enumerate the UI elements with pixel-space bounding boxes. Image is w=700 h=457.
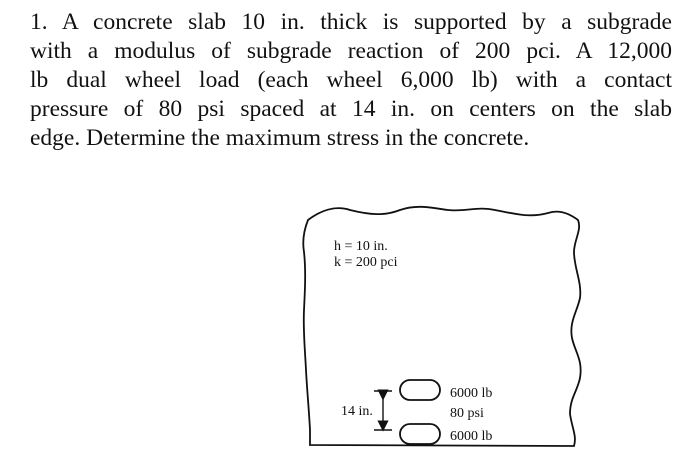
wheel-top [400, 380, 440, 400]
contact-pressure-label: 80 psi [450, 406, 484, 421]
problem-line-2: with a modulus of subgrade reaction of 200 pci. A 12,000 [30, 38, 672, 64]
problem-line-1: 1. A concrete slab 10 in. thick is supported by a subgrade [30, 9, 672, 35]
spacing-label: 14 in. [341, 404, 373, 419]
subgrade-label: k = 200 pci [334, 255, 398, 270]
top-wheel-load-label: 6000 lb [450, 386, 493, 401]
problem-line-4: pressure of 80 psi spaced at 14 in. on centers on the slab [30, 96, 672, 122]
thickness-label: h = 10 in. [334, 239, 388, 254]
problem-line-5: edge. Determine the maximum stress in the concrete. [30, 125, 530, 151]
wheel-bottom [400, 424, 440, 444]
problem-line-3: lb dual wheel load (each wheel 6,000 lb) with a contact [30, 67, 672, 93]
bottom-wheel-load-label: 6000 lb [450, 429, 493, 444]
spacing-dimension [374, 391, 392, 430]
